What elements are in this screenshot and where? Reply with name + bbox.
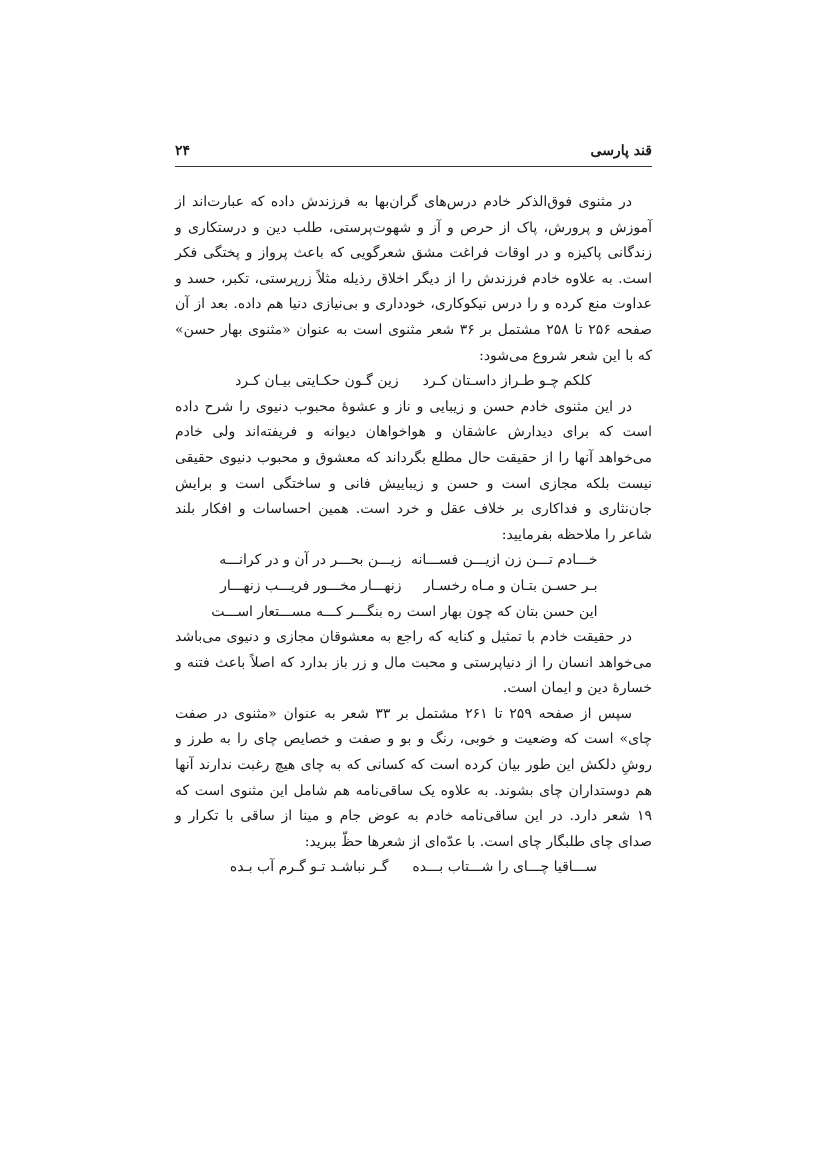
verse-4-hemistich-2: ره بنگـــر کـــه مســـتعار اســـت [211,603,402,620]
verse-1 [175,369,652,395]
verse-2 [175,548,652,574]
verse-2-hemistich-2: زیـــن بحـــر در آن و در کرانـــه [219,552,402,569]
header-rule [175,166,652,167]
verse-4-hemistich-1: این حسن بتان که چون بهار است [406,603,598,620]
verse-5-hemistich-1: ســـاقیا چـــای را شـــتاب بـــده [412,859,598,876]
verse-1-hemistich-2: زین گـون حکـایتی بیـان کـرد [235,373,399,390]
page-number: ۲۴ [175,143,191,159]
verse-5-hemistich-2: گـر نباشـد تـو گـرم آب بـده [229,859,389,876]
page-body [175,190,652,881]
verse-5 [175,855,652,881]
running-title: قند پارسی [590,143,652,159]
page-header [175,143,652,165]
verse-3 [175,574,652,600]
paragraph-3: در حقیقت خادم با تمثیل و کنایه که راجع به معشوقان مجازی و دنیوی می‌باشد می‌خواهد انسان را از دنیاپرستی و محبت مال و زر باز بدارد که اصلاً باعث فتنه و خسارهٔ دین و ایمان است. [175,629,652,697]
verse-3-hemistich-1: بـر حسـن بتـان و مـاه رخسـار [423,577,598,594]
paragraph-1: در مثنوی فوق‌الذکر خادم درس‌های گران‌بها به فرزندش داده که عبارت‌اند از آموزش و پرورش، پاک از حرص و آز و شهوت‌پرستی، طلب دین و درستکاری و زندگانی پاکیزه و در اوقات فراغت مشق شعرگویی که باعث پرواز و پختگی فکر است. به علاوه خادم فرزندش را از دیگر اخلاق رذیله مثلاً زرپرستی، تکبر، حسد و عداوت منع کرده و را درس نیکوکاری، خودداری و بی‌نیازی دنیا هم داده. بعد از آن صفحه ۲۵۶ تا ۲۵۸ مشتمل بر ۳۶ شعر مثنوی است به عنوان «مثنوی بهار حسن» که با این شعر شروع می‌شود: [175,194,653,364]
verse-2-hemistich-1: خـــادم تـــن زن ازیـــن فســـانه [411,552,598,569]
verse-4 [175,600,652,626]
paragraph-4: سپس از صفحه ۲۵۹ تا ۲۶۱ مشتمل بر ۳۳ شعر به عنوان «مثنوی در صفت چای» است که وضعیت و خوبی، رنگ و بو و صفت و خصایص چای را به طرز و روشِ دلکش این طور بیان کرده است که کسانی که به چای هیچ رغبت ندارند آنها هم دوستداران چای بشوند. به علاوه یک ساقی‌نامه هم شامل این مثنوی است که ۱۹ شعر دارد. در این ساقی‌نامه خادم به عوض جام و مینا از ساقی با تکرار و صدای چای طلبگار چای است. با عدّه‌ای از شعرها حظّ ببرید: [175,705,652,850]
paragraph-2: در این مثنوی خادم حسن و زیبایی و ناز و عشوهٔ محبوب دنیوی را شرح داده است که برای دیدارش عاشقان و هواخواهان دیوانه و فریفته‌اند ولی خادم می‌خواهد آنها را از حقیقت حال مطلع بگرداند که معشوق و محبوب دنیوی حقیقی نیست بلکه مجازی است و حسن و زیباییش فانی و ساختگی است و برایش جان‌نثاری و فداکاری بر خلاف عقل و خرد است. همین احساسات و افکار بلند شاعر را ملاحظه بفرمایید: [175,398,652,543]
verse-3-hemistich-2: زنهـــار مخـــور فریـــب زنهـــار [220,577,402,594]
verse-1-hemistich-1: کلکم چـو طـراز داسـتان کـرد [422,373,592,390]
